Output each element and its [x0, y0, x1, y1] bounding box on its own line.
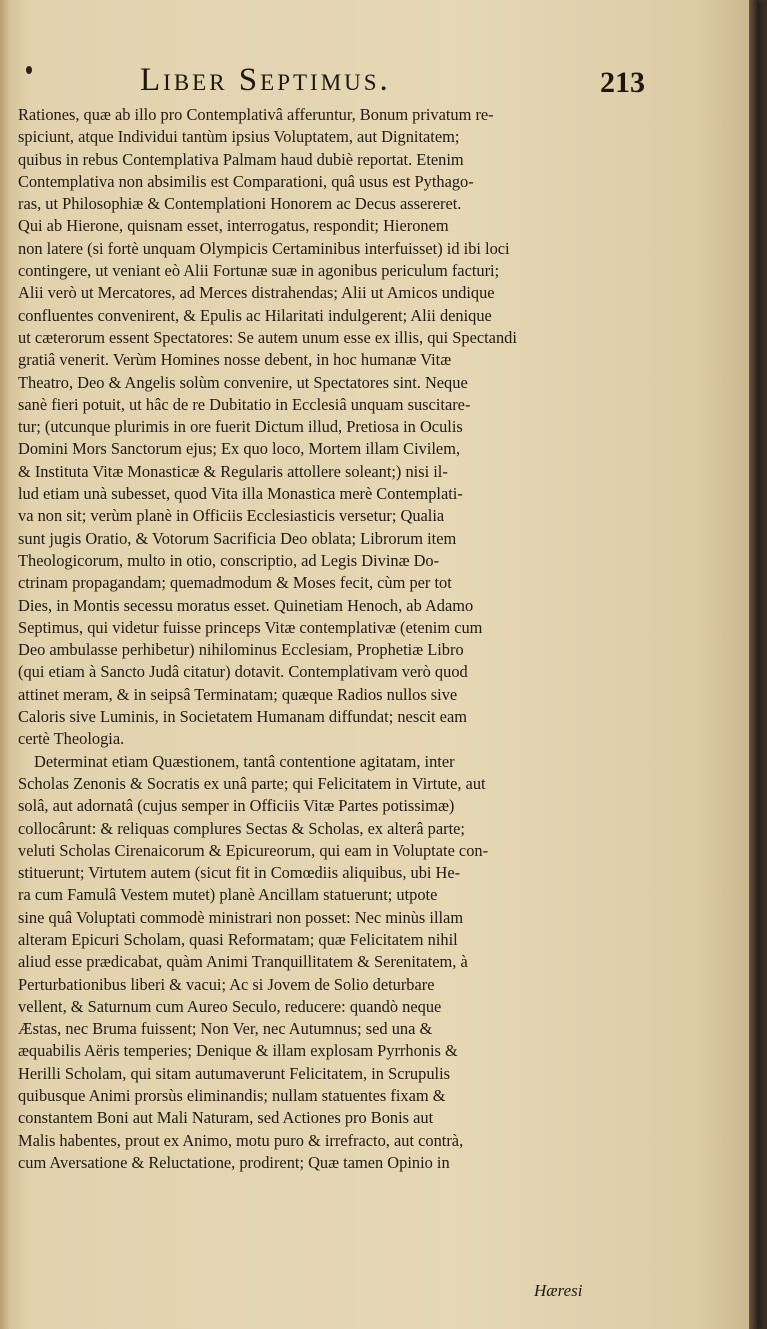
text-line: ra cum Famulâ Vestem mutet) planè Ancillam statuerunt; utpote	[18, 885, 438, 905]
text-line: constantem Boni aut Mali Naturam, sed Actiones pro Bonis aut	[18, 1108, 434, 1128]
text-line: solâ, aut adornatâ (cujus semper in Officiis Vitæ Partes potissimæ)	[18, 796, 455, 816]
text-line: sine quâ Voluptati commodè ministrari non posset: Nec minùs illam	[18, 907, 464, 927]
page-number: 213	[600, 66, 645, 99]
text-line: æquabilis Aëris temperies; Denique & illam explosam Pyrrhonis &	[18, 1041, 458, 1061]
text-line: quibus in rebus Contemplativa Palmam haud dubiè reportat. Etenim	[18, 149, 464, 169]
text-line: cum Aversatione & Reluctatione, prodirent; Quæ tamen Opinio in	[18, 1152, 450, 1172]
text-line: alteram Epicuri Scholam, quasi Reformatam; quæ Felicitatem nihil	[18, 929, 458, 949]
text-line: sanè fieri potuit, ut hâc de re Dubitatio in Ecclesiâ unquam suscitare-	[18, 394, 471, 414]
text-line: va non sit; verùm planè in Officiis Ecclesiasticis versetur; Qualia	[18, 506, 445, 526]
text-line: Rationes, quæ ab illo pro Contemplativâ afferuntur, Bonum privatum re-	[18, 105, 494, 124]
text-line: Perturbationibus liberi & vacui; Ac si Jovem de Solio deturbare	[18, 974, 435, 994]
text-line: ras, ut Philosophiæ & Contemplationi Honorem ac Decus assereret.	[18, 194, 462, 214]
text-line: Theatro, Deo & Angelis solùm convenire, ut Spectatores sint. Neque	[18, 372, 468, 392]
text-line: Dies, in Montis secessu moratus esset. Quinetiam Henoch, ab Adamo	[18, 595, 474, 615]
text-line: gratiâ venerit. Verùm Homines nosse debent, in hoc humanæ Vitæ	[18, 350, 452, 370]
text-line: Deo ambulasse perhibetur) nihilominus Ecclesiam, Prophetiæ Libro	[18, 640, 464, 660]
text-line: confluentes convenirent, & Epulis ac Hilaritati indulgerent; Alii denique	[18, 305, 492, 325]
text-line: attinet meram, & in seipsâ Terminatam; quæque Radios nullos sive	[18, 684, 458, 704]
text-line: ut cæterorum essent Spectatores: Se autem unum esse ex illis, qui Spectandi	[18, 327, 517, 347]
text-line: spiciunt, atque Individui tantùm ipsius Voluptatem, aut Dignitatem;	[18, 127, 460, 147]
text-line: Qui ab Hierone, quisnam esset, interrogatus, respondit; Hieronem	[18, 216, 449, 236]
text-line: Theologicorum, multo in otio, conscriptio, ad Legis Divinæ Do-	[18, 550, 440, 570]
text-line: quibusque Animi prorsùs eliminandis; nullam statuentes fixam &	[18, 1086, 446, 1106]
text-line: Malis habentes, prout ex Animo, motu puro & irrefracto, aut contrà,	[18, 1130, 464, 1150]
text-line: Alii verò ut Mercatores, ad Merces distrahendas; Alii ut Amicos undique	[18, 283, 495, 303]
text-line: stituerunt; Virtutem autem (sicut fit in Comœdiis aliquibus, ubi He-	[18, 863, 461, 883]
text-line: sunt jugis Oratio, & Votorum Sacrificia Deo oblata; Librorum item	[18, 528, 457, 548]
text-line: Æstas, nec Bruma fuissent; Non Ver, nec Autumnus; sed una &	[18, 1019, 433, 1039]
catchword: Hæresi	[534, 1281, 583, 1300]
text-line: tur; (utcunque plurimis in ore fuerit Dictum illud, Pretiosa in Oculis	[18, 417, 463, 437]
text-line: non latere (si fortè unquam Olympicis Certaminibus interfuisset) id ibi loci	[18, 238, 510, 258]
text-line: ctrinam propagandam; quemadmodum & Moses fecit, cùm per tot	[18, 573, 452, 593]
text-line: & Instituta Vitæ Monasticæ & Regularis attollere soleant;) nisi il-	[18, 461, 448, 481]
page-edge	[749, 0, 758, 1329]
page-header	[0, 58, 758, 102]
running-title: Liber Septimus.	[140, 62, 391, 98]
text-line: collocârunt: & reliquas complures Sectas & Scholas, ex alterâ parte;	[18, 818, 465, 838]
text-line: (qui etiam à Sancto Judâ citatur) dotavit. Contemplativam verò quod	[18, 662, 468, 682]
text-line: veluti Scholas Cirenaicorum & Epicureorum, qui eam in Voluptate con-	[18, 840, 489, 860]
text-line: contingere, ut veniant eò Alii Fortunæ suæ in agonibus periculum facturi;	[18, 261, 500, 281]
text-line: Scholas Zenonis & Socratis ex unâ parte; qui Felicitatem in Virtute, aut	[18, 773, 486, 793]
text-line: aliud esse prædicabat, quàm Animi Tranquillitatem & Serenitatem, à	[18, 952, 468, 972]
text-line: vellent, & Saturnum cum Aureo Seculo, reducere: quandò neque	[18, 996, 442, 1016]
text-line: Contemplativa non absimilis est Comparationi, quâ usus est Pythago-	[18, 171, 474, 191]
text-line: certè Theologia.	[18, 729, 125, 749]
text-line: Herilli Scholam, qui sitam autumaverunt Felicitatem, in Scrupulis	[18, 1063, 450, 1083]
text-line: Determinat etiam Quæstionem, tantâ contentione agitatam, inter	[34, 751, 455, 771]
text-line: Caloris sive Luminis, in Societatem Humanam diffundat; nescit eam	[18, 707, 467, 727]
text-line: lud etiam unà subesset, quod Vita illa Monastica merè Contemplati-	[18, 484, 463, 504]
text-line: Domini Mors Sanctorum ejus; Ex quo loco, Mortem illam Civilem,	[18, 439, 461, 459]
text-line: Septimus, qui videtur fuisse princeps Vitæ contemplativæ (etenim cum	[18, 617, 483, 637]
body-text	[18, 104, 588, 1174]
